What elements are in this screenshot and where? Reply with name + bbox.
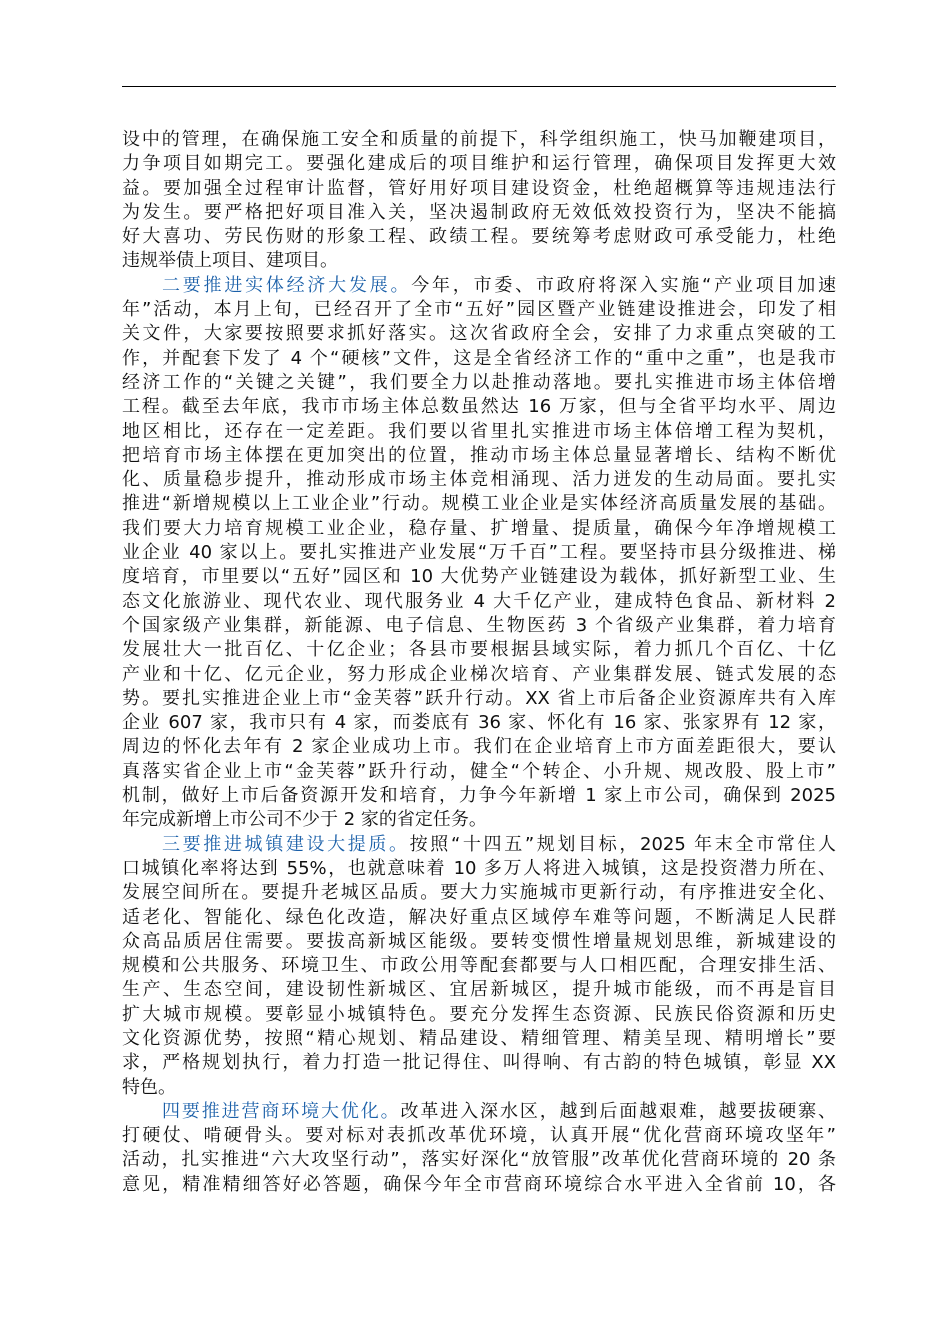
text-line: 求，严格规划执行，着力打造一批记得住、叫得响、有古韵的特色城镇，彰显 XX	[122, 1052, 836, 1074]
paragraph-urban-construction	[122, 833, 836, 1100]
text-line: 发展壮大一批百亿、十亿企业；各县市要根据县域实际，着力抓几个百亿、十亿	[122, 639, 836, 661]
text-line: 违规举债上项目、建项目。	[122, 250, 338, 272]
text-line: 为发生。要严格把好项目准入关，坚决遏制政府无效低效投资行为，坚决不能搞	[122, 201, 836, 223]
section-heading-real-economy: 二要推进实体经济大发展。	[162, 274, 412, 296]
paragraph-first-line	[122, 1100, 836, 1124]
text-line: 生产、生态空间，建设韧性新城区、宜居新城区，提升城市能级，而不再是盲目	[122, 979, 836, 1001]
text-line: 我们要大力培育规模工业企业，稳存量、扩增量、提质量，确保今年净增规模工	[122, 517, 836, 539]
text-line: 年”活动，本月上旬，已经召开了全市“五好”园区暨产业链建设推进会，印发了相	[122, 299, 836, 321]
paragraph-first-line	[122, 274, 836, 298]
text-line: 个国家级产业集群，新能源、电子信息、生物医药 3 个省级产业集群，着力培育	[122, 614, 836, 636]
text-line: 经济工作的“关键之关键”，我们要全力以赴推动落地。要扎实推进市场主体倍增	[122, 371, 836, 393]
text-line: 业企业 40 家以上。要扎实推进产业发展“万千百”工程。要坚持市县分级推进、梯	[122, 542, 836, 564]
text-line: 文化资源优势，按照“精心规划、精品建设、精细管理、精美呈现、精明增长”要	[122, 1027, 836, 1049]
text-line: 扩大城市规模。要彰显小城镇特色。要充分发挥生态资源、民族民俗资源和历史	[122, 1003, 836, 1025]
text-line: 众高品质居住需要。要拔高新城区能级。要转变惯性增量规划思维，新城建设的	[122, 930, 836, 952]
text-line: 化、质量稳步提升，推动形成市场主体竞相涌现、活力迸发的生动局面。要扎实	[122, 469, 836, 491]
text-segment: 改革进入深水区，越到后面越艰难，越要拔硬寨、	[400, 1100, 836, 1122]
text-line: 设中的管理，在确保施工安全和质量的前提下，科学组织施工，快马加鞭建项目，	[122, 129, 836, 150]
paragraph-first-line	[122, 833, 836, 857]
text-line: 打硬仗、啃硬骨头。要对标对表抓改革优环境，认真开展“优化营商环境攻坚年”	[122, 1125, 836, 1147]
text-line: 推进“新增规模以上工业企业”行动。规模工业企业是实体经济高质量发展的基础。	[122, 493, 836, 515]
document-body	[122, 128, 836, 1197]
header-rule	[122, 86, 836, 87]
text-line: 机制，做好上市后备资源开发和培育，力争今年新增 1 家上市公司，确保到 2025	[122, 785, 836, 807]
text-line: 年完成新增上市公司不少于 2 家的省定任务。	[122, 809, 487, 831]
paragraph-real-economy	[122, 274, 836, 833]
text-line: 地区相比，还存在一定差距。我们要以省里扎实推进市场主体倍增工程为契机，	[122, 420, 836, 442]
text-line: 规模和公共服务、环境卫生、市政公用等配套都要与人口相匹配，合理安排生活、	[122, 955, 836, 977]
text-line: 态文化旅游业、现代农业、现代服务业 4 大千亿产业，建成特色食品、新材料 2	[122, 590, 836, 612]
text-line: 产业和十亿、亿元企业，努力形成企业梯次培育、产业集群发展、链式发展的态	[122, 663, 836, 685]
text-line: 力争项目如期完工。要强化建成后的项目维护和运行管理，确保项目发挥更大效	[122, 153, 836, 175]
section-heading-urban-construction: 三要推进城镇建设大提质。	[162, 833, 410, 855]
text-line: 真落实省企业上市“金芙蓉”跃升行动，健全“个转企、小升规、规改股、股上市”	[122, 760, 836, 782]
text-line: 口城镇化率将达到 55%，也就意味着 10 多万人将进入城镇，这是投资潜力所在、	[122, 857, 836, 879]
text-line: 适老化、智能化、绿色化改造，解决好重点区域停车难等问题，不断满足人民群	[122, 906, 836, 928]
text-line: 好大喜功、劳民伤财的形象工程、政绩工程。要统筹考虑财政可承受能力，杜绝	[122, 226, 836, 248]
text-line: 活动，扎实推进“六大攻坚行动”，落实好深化“放管服”改革优化营商环境的 20 条	[122, 1149, 836, 1171]
text-segment: 今年，市委、市政府将深入实施“产业项目加速	[411, 274, 837, 296]
text-line: 度培育，市里要以“五好”园区和 10 大优势产业链建设为载体，抓好新型工业、生	[122, 566, 836, 588]
text-line: 作，并配套下发了 4 个“硬核”文件，这是全省经济工作的“重中之重”，也是我市	[122, 347, 836, 369]
text-line: 把培育市场主体摆在更加突出的位置，推动市场主体总量显著增长、结构不断优	[122, 444, 836, 466]
text-line: 势。要扎实推进企业上市“金芙蓉”跃升行动。XX 省上市后备企业资源库共有入库	[122, 687, 836, 709]
text-line: 发展空间所在。要提升老城区品质。要大力实施城市更新行动，有序推进安全化、	[122, 882, 836, 904]
text-line: 企业 607 家，我市只有 4 家，而娄底有 36 家、怀化有 16 家、张家界有 12 家，	[122, 712, 836, 734]
paragraph-business-environment	[122, 1100, 836, 1197]
text-line: 益。要加强全过程审计监督，管好用好项目建设资金，杜绝超概算等违规违法行	[122, 177, 836, 199]
text-line: 周边的怀化去年有 2 家企业成功上市。我们在企业培育上市方面差距很大，要认	[122, 736, 836, 758]
text-segment: 按照“十四五”规划目标，2025 年末全市常住人	[409, 833, 836, 855]
section-heading-business-environment: 四要推进营商环境大优化。	[162, 1100, 401, 1122]
paragraph-project-management	[122, 128, 836, 274]
text-line: 关文件，大家要按照要求抓好落实。这次省政府全会，安排了力求重点突破的工	[122, 323, 836, 345]
text-line: 意见，精准精细答好必答题，确保今年全市营商环境综合水平进入全省前 10，各	[122, 1173, 836, 1195]
text-line: 工程。截至去年底，我市市场主体总数虽然达 16 万家，但与全省平均水平、周边	[122, 396, 836, 418]
text-line: 特色。	[122, 1076, 176, 1098]
